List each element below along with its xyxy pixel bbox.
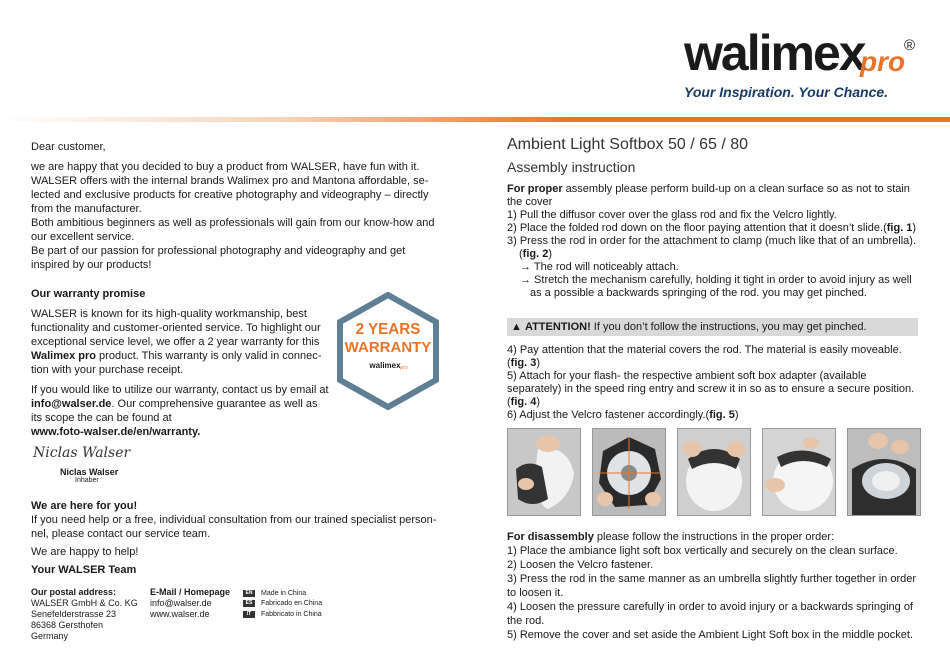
origin-row [243, 588, 322, 598]
header-divider [0, 117, 950, 122]
intro-text [31, 160, 441, 272]
assembly-photos [507, 428, 920, 516]
contact-label: E-Mail / Homepage [150, 587, 231, 597]
disassembly-step: 2) Loosen the Velcro fastener. [507, 559, 654, 571]
assembly-substep: → The rod will noticeably attach. [520, 261, 679, 273]
disassembly-step: 4) Loosen the pressure carefully in order to avoid injury or a backwards springing of the rod. [507, 601, 913, 627]
origin-row [243, 599, 322, 609]
warranty-url: www.foto-walser.de/en/warranty. [31, 426, 201, 438]
attention-banner [507, 318, 918, 336]
disassembly-intro: For disassembly please follow the instructions in the proper order: [507, 531, 835, 543]
team-signoff: Your WALSER Team [31, 564, 137, 576]
origin-text: Fabbricato in China [261, 610, 322, 618]
postal-line: Senefelderstrasse 23 [31, 609, 117, 619]
assembly-step: 1) Pull the diffusor cover over the glass rod and fix the Velcro lightly. [507, 209, 837, 221]
attention-text: If you don’t follow the instructions, you may get pinched. [590, 321, 867, 333]
badge-brand-suffix: pro [400, 365, 408, 371]
postal-line: 86368 Gersthofen [31, 620, 104, 630]
origin-list [243, 588, 322, 620]
intro-paragraph: we are happy that you decided to buy a product from WALSER, have fun with it. [31, 161, 420, 173]
help-text: If you need help or a free, individual consultation from our trained specialist person-nel, please contact our service team. [31, 514, 437, 540]
postal-line: Germany [31, 631, 69, 641]
instruction-subtitle: Assembly instruction [507, 159, 636, 175]
badge-years-text: 2 YEARS [355, 320, 421, 339]
badge-brand-text: walimex [369, 361, 401, 370]
intro-paragraph: Both ambitious beginners as well as professionals will gain from our know-how and our excellent service. [31, 217, 435, 243]
assembly-step: 3) Press the rod in order for the attachment to clamp (much like that of an umbrella). [507, 235, 917, 247]
registered-mark: ® [904, 37, 916, 54]
warranty-paragraph: WALSER is known for its high-quality workmanship, best functionality and customer-oriented service. To highlight our exceptional service level, we offer a 2 year warranty for this Walimex pro product. This warranty is only valid in connec-tion with your purchase receipt. [31, 308, 322, 376]
origin-code: IT [243, 611, 255, 618]
disassembly-steps [507, 530, 920, 642]
assembly-photo [847, 428, 921, 516]
warning-triangle-icon: ▲ [511, 321, 522, 333]
assembly-photo [592, 428, 666, 516]
intro-paragraph: WALSER offers with the internal brands Walimex pro and Mantona affordable, se-lected and exclusive products for creative photography and videography – directly from the manufacturer. [31, 175, 429, 215]
warranty-heading: Our warranty promise [31, 288, 146, 300]
help-section [31, 499, 451, 577]
assembly-step: 4) Pay attention that the material covers the rod. The material is easily moveable. (fig. 3) [507, 344, 902, 369]
brand-logo-suffix: pro [860, 46, 906, 77]
signature-image: Niclas Walser [33, 445, 131, 461]
badge-warranty-text: WARRANTY [344, 339, 432, 356]
warranty-section [31, 287, 331, 439]
help-happy: We are happy to help! [31, 546, 139, 558]
signature-name: Niclas Walser [60, 467, 119, 477]
assembly-step: 2) Place the folded rod down on the floor paying attention that it doesn’t slide.(fig. 1) [507, 222, 917, 234]
greeting: Dear customer, [31, 141, 106, 153]
assembly-steps [507, 183, 920, 300]
contact-web: www.walser.de [150, 609, 210, 619]
postal-label: Our postal address: [31, 587, 117, 597]
intro-paragraph: Be part of our passion for professional photography and videography and get inspired by our products! [31, 245, 406, 271]
warranty-brand: Walimex pro [31, 350, 96, 362]
help-heading: We are here for you! [31, 500, 138, 512]
disassembly-step: 1) Place the ambiance light soft box vertically and securely on the clean surface. [507, 545, 898, 557]
assembly-step: 6) Adjust the Velcro fastener accordingly.(fig. 5) [507, 409, 739, 421]
origin-code: EN [243, 590, 255, 597]
signature-role: Inhaber [75, 477, 99, 484]
warranty-badge [336, 292, 440, 410]
assembly-steps-continued [507, 344, 920, 422]
assembly-substep: → Stretch the mechanism carefully, holding it tight in order to avoid injury as well as a possible a backwards springing of the rod. you may get pinched. [520, 274, 912, 299]
brand-logo: walimex [684, 25, 865, 81]
attention-label: ATTENTION! [524, 321, 591, 333]
brand-tagline: Your Inspiration. Your Chance. [684, 84, 889, 100]
warranty-contact-paragraph: If you would like to utilize our warranty, contact us by email at info@walser.de. Our comprehensive guarantee as well as its scope the can be found at www.foto-walser.de/en/warranty. [31, 384, 329, 438]
postal-line: WALSER GmbH & Co. KG [31, 598, 138, 608]
disassembly-step: 5) Remove the cover and set aside the Ambient Light Soft box in the middle pocket. [507, 629, 914, 641]
product-title: Ambient Light Softbox 50 / 65 / 80 [507, 136, 749, 153]
origin-text: Made in China [261, 589, 307, 597]
assembly-photo [507, 428, 581, 516]
contact-email: info@walser.de [150, 598, 212, 608]
assembly-step-fig: (fig. 2) [519, 248, 553, 260]
assembly-photo [762, 428, 836, 516]
postal-address [31, 587, 138, 642]
origin-code: ES [243, 600, 255, 607]
assembly-intro: For proper assembly please perform build-up on a clean surface so as not to stain the cover [507, 183, 910, 208]
contact-info [150, 587, 230, 620]
origin-row [243, 609, 322, 619]
disassembly-step: 3) Press the rod in the same manner as an umbrella slightly further together in order to loosen it. [507, 573, 917, 599]
warranty-email: info@walser.de [31, 398, 112, 410]
origin-text: Fabricado en China [261, 600, 323, 607]
assembly-photo [677, 428, 751, 516]
assembly-step: 5) Attach for your flash- the respective ambient soft box adapter (available separately) in the speed ring entry and screw it in so as to ensure a secure position.(fig. 4) [507, 370, 915, 408]
